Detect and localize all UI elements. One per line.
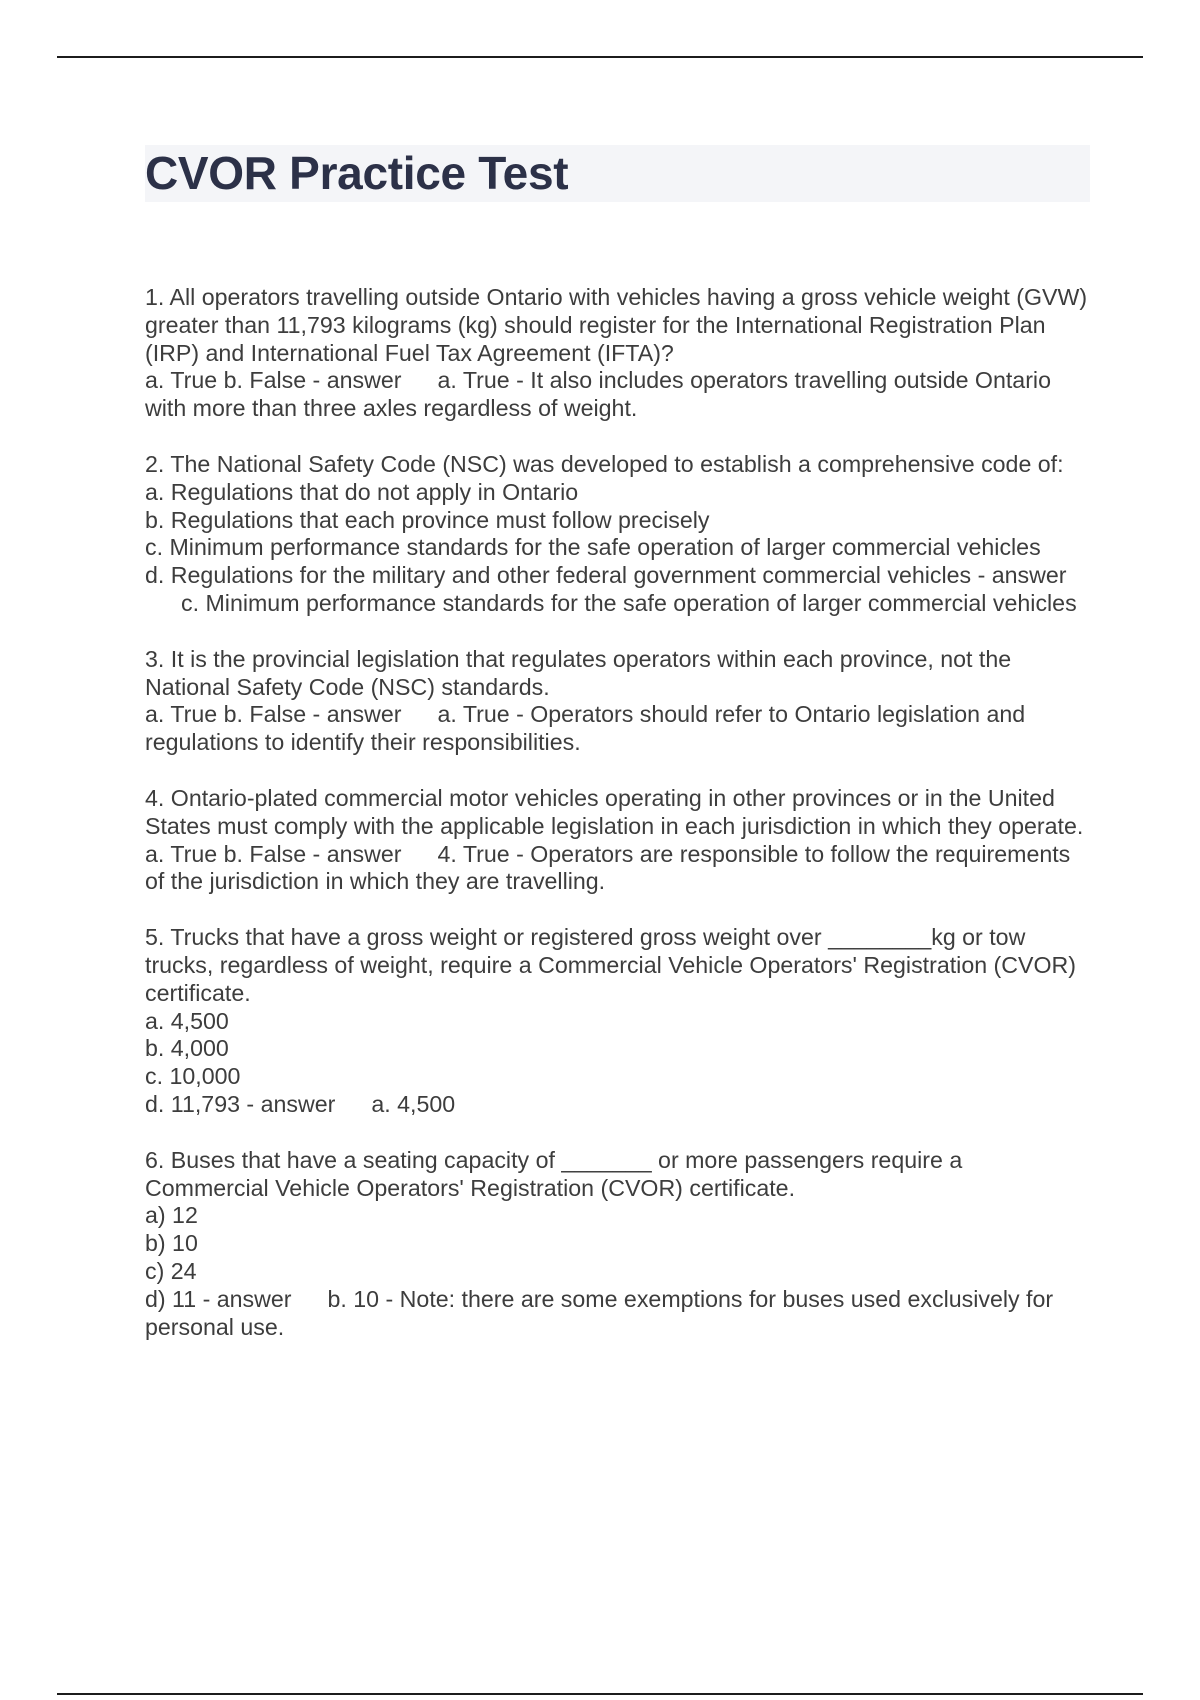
question-option: d) 11 [145,1285,197,1312]
question-option: d. 11,793 [145,1090,240,1117]
question-1 [145,284,1094,423]
question-option: a. Regulations that do not apply in Ontario [145,478,579,505]
answer-text: a. True - It also includes operators travelling outside Ontario with more than three axles regardless of weight. [145,367,1051,422]
questions-list [145,284,1094,1369]
question-option: b. 4,000 [145,1035,229,1062]
question-6 [145,1147,1090,1342]
question-option: c) 24 [145,1257,197,1284]
question-options: a. True b. False [145,701,307,728]
answer-text: b. 10 - Note: there are some exemptions for buses used exclusively for personal use. [145,1285,1054,1340]
question-options: a. True b. False [145,367,307,394]
answer-label: - answer [306,840,402,867]
answer-text: 4. True - Operators are responsible to follow the requirements of the jurisdiction in which they are travelling. [145,840,1071,895]
question-text: 3. It is the provincial legislation that regulates operators within each province, not the National Safety Code (NSC) standards. [145,645,1018,700]
question-option: a) 12 [145,1202,198,1229]
question-option: c. Minimum performance standards for the safe operation of larger commercial vehicles [145,534,1041,561]
answer-label: - answer [306,701,402,728]
question-text: 6. Buses that have a seating capacity of _______ or more passengers require a Commercial Vehicle Operators' Registration (CVOR) certificate. [145,1146,969,1201]
answer-text: c. Minimum performance standards for the safe operation of larger commercial vehicles [181,589,1077,616]
question-4 [145,785,1090,896]
question-option: d. Regulations for the military and other federal government commercial vehicles [145,562,972,589]
question-text: 2. The National Safety Code (NSC) was developed to establish a comprehensive code of: [145,450,1064,477]
footer-rule [57,1693,1143,1695]
question-5 [145,924,1090,1119]
question-option: b. Regulations that each province must follow precisely [145,506,710,533]
answer-text: a. True - Operators should refer to Ontario legislation and regulations to identify their responsibilities. [145,701,1026,756]
question-text: 1. All operators travelling outside Ontario with vehicles having a gross vehicle weight (GVW) greater than 11,793 kilograms (kg) should register for the International Registration Plan (IRP) and International Fuel Tax Agreement (IFTA)? [145,284,1094,366]
answer-label: - answer [971,562,1067,589]
question-3 [145,646,1090,757]
question-2 [145,451,1090,618]
answer-label: - answer [196,1285,292,1312]
question-options: a. True b. False [145,840,307,867]
page-title: CVOR Practice Test [145,147,569,199]
question-text: 5. Trucks that have a gross weight or registered gross weight over ________kg or tow trucks, regardless of weight, require a Commercial Vehicle Operators' Registration (CVOR) certificate. [145,924,1083,1006]
question-option: b) 10 [145,1230,198,1257]
question-option: c. 10,000 [145,1063,241,1090]
question-text: 4. Ontario-plated commercial motor vehicles operating in other provinces or in the United States must comply with the applicable legislation in each jurisdiction in which they operate. [145,784,1084,839]
answer-label: - answer [306,367,402,394]
question-option: a. 4,500 [145,1007,229,1034]
header-rule [57,56,1143,58]
answer-label: - answer [239,1090,336,1117]
answer-text: a. 4,500 [371,1090,456,1117]
